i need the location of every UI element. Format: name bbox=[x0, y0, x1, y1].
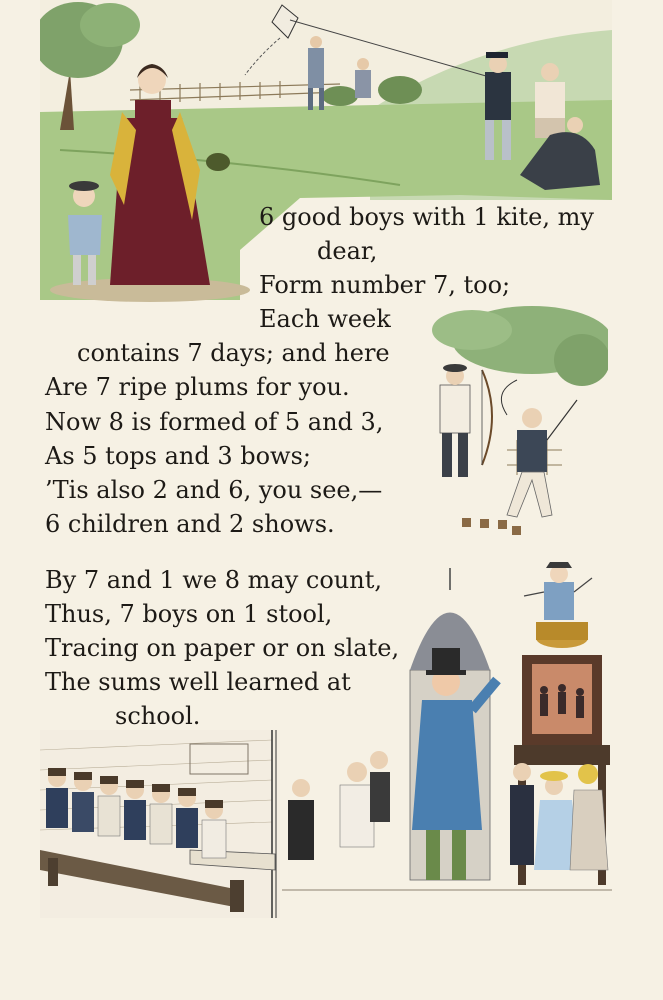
verse-line: By 7 and 1 we 8 may count, bbox=[45, 566, 382, 594]
verse-line: ’Tis also 2 and 6, you see,— bbox=[45, 476, 383, 504]
verse-line: Are 7 ripe plums for you. bbox=[45, 373, 350, 401]
verse-line: Form number 7, too; bbox=[259, 271, 511, 299]
schoolroom-illustration bbox=[40, 730, 280, 918]
verse-line: Tracing on paper or on slate, bbox=[45, 634, 400, 662]
verse-line: Each week bbox=[259, 305, 391, 333]
stanza-3 bbox=[45, 563, 399, 733]
verse-line: 6 good boys with 1 kite, my bbox=[259, 203, 594, 231]
verse-line: The sums well learned at bbox=[45, 668, 351, 696]
verse-line: Now 8 is formed of 5 and 3, bbox=[45, 408, 384, 436]
verse-line: Thus, 7 boys on 1 stool, bbox=[45, 600, 333, 628]
stanza-1 bbox=[45, 200, 594, 404]
verse-line: contains 7 days; and here bbox=[77, 339, 390, 367]
verse-line: school. bbox=[115, 702, 201, 730]
verse-line: dear, bbox=[317, 237, 378, 265]
verse-line: As 5 tops and 3 bows; bbox=[45, 442, 311, 470]
stanza-2 bbox=[45, 405, 383, 541]
verse-line: 6 children and 2 shows. bbox=[45, 510, 335, 538]
